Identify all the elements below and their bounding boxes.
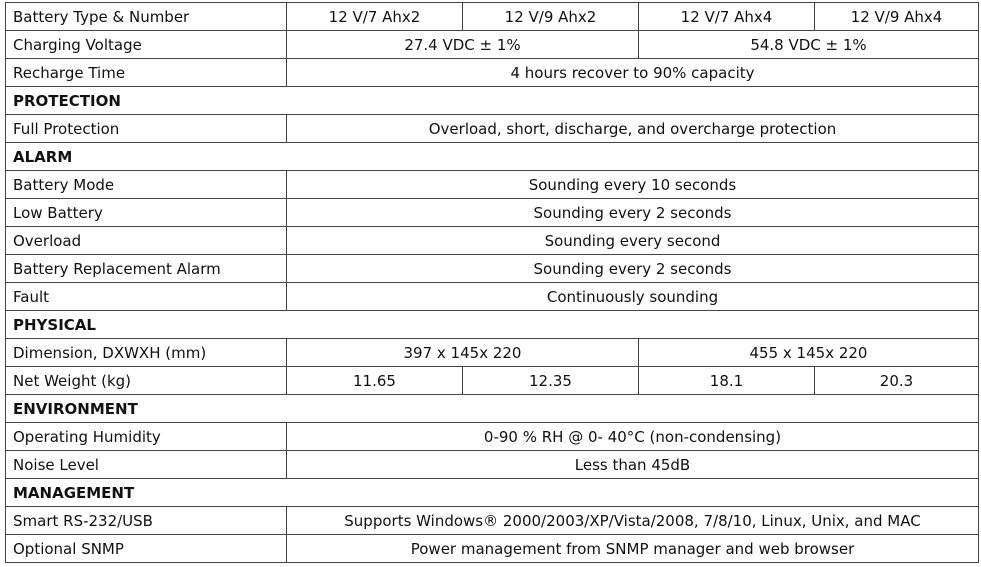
row-label: Operating Humidity xyxy=(6,423,287,451)
battery-type-4: 12 V/9 Ahx4 xyxy=(815,3,979,31)
row-battery-replacement-alarm xyxy=(6,255,979,283)
row-charging-voltage xyxy=(6,31,979,59)
section-heading: PHYSICAL xyxy=(6,311,979,339)
row-label: Smart RS-232/USB xyxy=(6,507,287,535)
row-label: Optional SNMP xyxy=(6,535,287,563)
row-label: Battery Mode xyxy=(6,171,287,199)
spec-table xyxy=(5,2,979,563)
row-fault xyxy=(6,283,979,311)
battery-type-2: 12 V/9 Ahx2 xyxy=(463,3,639,31)
charging-voltage-high: 54.8 VDC ± 1% xyxy=(639,31,979,59)
row-optional-snmp xyxy=(6,535,979,563)
section-alarm xyxy=(6,143,979,171)
row-recharge-time xyxy=(6,59,979,87)
row-net-weight xyxy=(6,367,979,395)
section-heading: ALARM xyxy=(6,143,979,171)
row-label: Overload xyxy=(6,227,287,255)
charging-voltage-low: 27.4 VDC ± 1% xyxy=(287,31,639,59)
row-low-battery xyxy=(6,199,979,227)
row-value: Sounding every 2 seconds xyxy=(287,199,979,227)
dimension-large: 455 x 145x 220 xyxy=(639,339,979,367)
row-label: Low Battery xyxy=(6,199,287,227)
section-physical xyxy=(6,311,979,339)
net-weight-1: 11.65 xyxy=(287,367,463,395)
row-overload xyxy=(6,227,979,255)
section-protection xyxy=(6,87,979,115)
section-management xyxy=(6,479,979,507)
row-value: Sounding every second xyxy=(287,227,979,255)
row-value: Sounding every 2 seconds xyxy=(287,255,979,283)
full-protection-value: Overload, short, discharge, and overcharge protection xyxy=(287,115,979,143)
noise-value: Less than 45dB xyxy=(287,451,979,479)
snmp-value: Power management from SNMP manager and web browser xyxy=(287,535,979,563)
row-battery-type xyxy=(6,3,979,31)
battery-type-3: 12 V/7 Ahx4 xyxy=(639,3,815,31)
row-operating-humidity xyxy=(6,423,979,451)
row-smart-rs232-usb xyxy=(6,507,979,535)
row-label: Dimension, DXWXH (mm) xyxy=(6,339,287,367)
row-battery-mode xyxy=(6,171,979,199)
net-weight-2: 12.35 xyxy=(463,367,639,395)
row-dimension xyxy=(6,339,979,367)
row-label: Net Weight (kg) xyxy=(6,367,287,395)
recharge-time-value: 4 hours recover to 90% capacity xyxy=(287,59,979,87)
dimension-small: 397 x 145x 220 xyxy=(287,339,639,367)
section-environment xyxy=(6,395,979,423)
battery-type-1: 12 V/7 Ahx2 xyxy=(287,3,463,31)
row-label: Fault xyxy=(6,283,287,311)
row-value: Sounding every 10 seconds xyxy=(287,171,979,199)
row-full-protection xyxy=(6,115,979,143)
row-noise-level xyxy=(6,451,979,479)
row-label: Battery Replacement Alarm xyxy=(6,255,287,283)
section-heading: ENVIRONMENT xyxy=(6,395,979,423)
net-weight-3: 18.1 xyxy=(639,367,815,395)
row-label: Charging Voltage xyxy=(6,31,287,59)
row-label: Battery Type & Number xyxy=(6,3,287,31)
smart-value: Supports Windows® 2000/2003/XP/Vista/2008, 7/8/10, Linux, Unix, and MAC xyxy=(287,507,979,535)
humidity-value: 0-90 % RH @ 0- 40°C (non-condensing) xyxy=(287,423,979,451)
row-label: Full Protection xyxy=(6,115,287,143)
section-heading: MANAGEMENT xyxy=(6,479,979,507)
row-value: Continuously sounding xyxy=(287,283,979,311)
row-label: Recharge Time xyxy=(6,59,287,87)
net-weight-4: 20.3 xyxy=(815,367,979,395)
section-heading: PROTECTION xyxy=(6,87,979,115)
row-label: Noise Level xyxy=(6,451,287,479)
